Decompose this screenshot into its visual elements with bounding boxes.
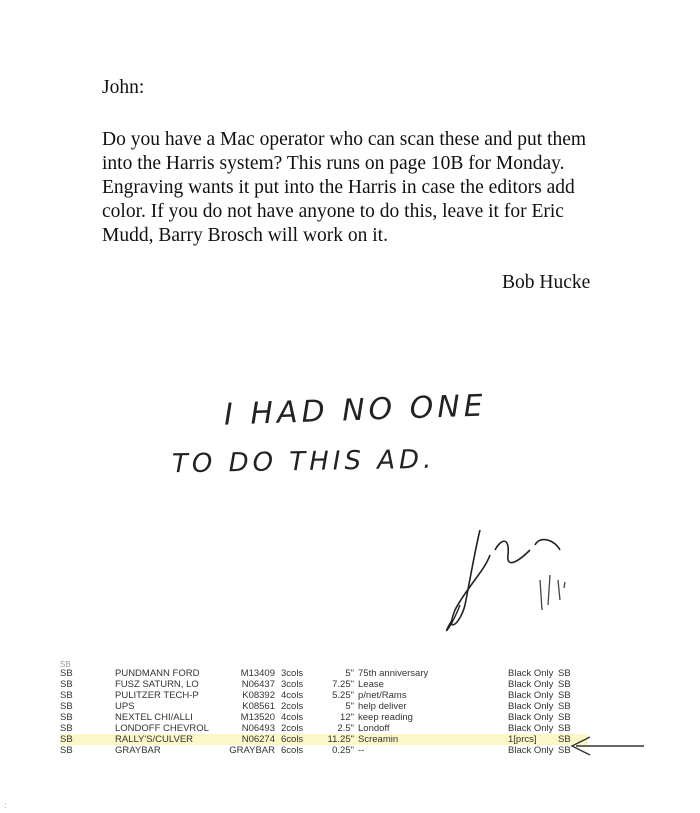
cell-cols: 6cols — [281, 734, 316, 745]
cell-cols: 2cols — [281, 723, 304, 734]
cell-section: SB — [60, 701, 73, 712]
table-row — [60, 723, 588, 734]
handwritten-signature — [440, 510, 580, 650]
cell-size: 0.25" — [332, 745, 354, 756]
arrow-icon — [566, 734, 646, 758]
cell-code: M13409 — [240, 668, 275, 679]
cell-color: Black Only — [508, 679, 554, 690]
cell-cols: 3cols — [281, 679, 304, 690]
cell-color: Black Only — [508, 668, 554, 679]
table-row — [60, 701, 588, 712]
cell-cols: 2cols — [281, 701, 304, 712]
cell-size: 5" — [345, 668, 354, 679]
cell-section: SB — [60, 668, 73, 679]
cell-color: Black Only — [508, 745, 554, 756]
cell-code: N06437 — [241, 679, 275, 690]
cell-advertiser: NEXTEL CHI/ALLI — [115, 712, 193, 723]
cell-color: Black Only — [508, 690, 554, 701]
table-row — [60, 712, 588, 723]
memo-salutation: John: — [102, 77, 145, 98]
cell-section: SB — [60, 734, 115, 745]
cell-sec2: SB — [558, 745, 571, 756]
table-row — [60, 679, 588, 690]
cell-code: M13520 — [240, 712, 275, 723]
cell-size: 5.25" — [332, 690, 354, 701]
handwritten-note-line-1: I HAD NO ONE — [223, 388, 488, 433]
memo-body: Do you have a Mac operator who can scan these and put them into the Harris system? This runs on page 10B for Monday. Engraving wants it put into the Harris in case the editors add color. If you do not have anyone to do this, leave it for Eric Mudd, Barry Brosch will work on it. — [102, 129, 587, 246]
cell-desc: Lease — [358, 679, 384, 690]
cell-code: K08392 — [242, 690, 275, 701]
cell-desc: Screamin — [358, 734, 508, 745]
cell-size: 2.5" — [337, 723, 354, 734]
cell-advertiser: PUNDMANN FORD — [115, 668, 200, 679]
cell-advertiser: UPS — [115, 701, 135, 712]
cell-desc: p/net/Rams — [358, 690, 407, 701]
cell-color: Black Only — [508, 701, 554, 712]
cell-desc: keep reading — [358, 712, 413, 723]
cell-cols: 4cols — [281, 712, 304, 723]
cell-section: SB — [60, 712, 73, 723]
cell-sec2: SB — [558, 701, 571, 712]
cell-desc: -- — [358, 745, 365, 756]
table-row — [60, 734, 588, 745]
table-row — [60, 745, 588, 756]
cell-section: SB — [60, 679, 73, 690]
memo-signature: Bob Hucke — [502, 272, 591, 293]
cell-section: SB — [60, 745, 73, 756]
cell-color: Black Only — [508, 723, 554, 734]
cell-advertiser: RALLY'S/CULVER — [115, 734, 225, 745]
cell-desc: Londoff — [358, 723, 390, 734]
cell-sec2: SB — [558, 690, 571, 701]
handwritten-note-line-2: TO DO THIS AD. — [171, 444, 436, 480]
cell-code: GRAYBAR — [229, 745, 275, 756]
cell-sec2: SB — [558, 712, 571, 723]
cell-color: Black Only — [508, 712, 554, 723]
cell-code: K08561 — [242, 701, 275, 712]
cell-sec2: SB — [558, 734, 588, 745]
table-row — [60, 690, 588, 701]
cell-size: 7.25" — [332, 679, 354, 690]
cell-size: 5" — [345, 701, 354, 712]
memo — [102, 76, 602, 248]
cell-desc: help deliver — [358, 701, 407, 712]
cell-sec2: SB — [558, 723, 571, 734]
cell-desc: 75th anniversary — [358, 668, 429, 679]
cell-sec2: SB — [558, 679, 571, 690]
cell-code: N06274 — [225, 734, 281, 745]
table-row — [60, 668, 588, 679]
cell-advertiser: PULITZER TECH-P — [115, 690, 199, 701]
cell-size: 12" — [340, 712, 354, 723]
cell-advertiser: GRAYBAR — [115, 745, 161, 756]
scan-margin-mark: : — [4, 800, 7, 810]
cut-off-row: SB — [60, 660, 71, 668]
cell-cols: 4cols — [281, 690, 304, 701]
cell-cols: 6cols — [281, 745, 304, 756]
cell-code: N06493 — [241, 723, 275, 734]
cell-advertiser: FUSZ SATURN, LO — [115, 679, 199, 690]
cell-cols: 3cols — [281, 668, 304, 679]
cell-advertiser: LONDOFF CHEVROL — [115, 723, 209, 734]
cell-section: SB — [60, 723, 73, 734]
cell-sec2: SB — [558, 668, 571, 679]
cell-size: 11.25" — [316, 734, 358, 745]
cell-section: SB — [60, 690, 73, 701]
cell-color: 1[prcs] — [508, 734, 558, 745]
